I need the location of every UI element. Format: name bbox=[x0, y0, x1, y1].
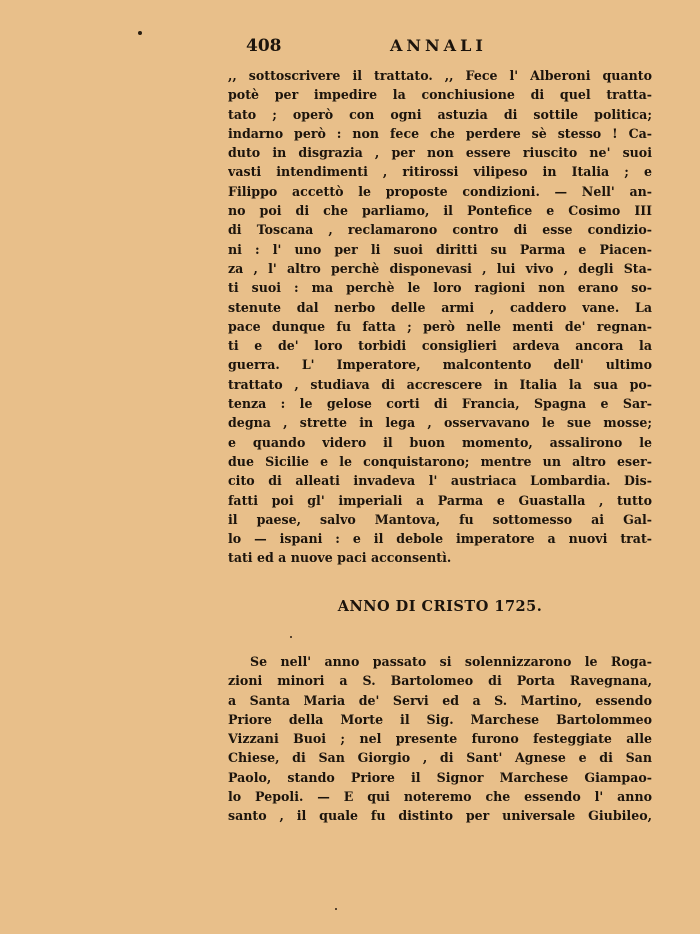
text-line: santo , il quale fu distinto per universale Giubileo, bbox=[228, 808, 652, 824]
text-line: fatti poi gl' imperiali a Parma e Guastalla , tutto bbox=[228, 492, 652, 508]
text-line: zioni minori a S. Bartolomeo di Porta Ravegnana, bbox=[228, 673, 652, 689]
page-number: 408 bbox=[246, 36, 282, 56]
text-line: ,, sottoscrivere il trattato. ,, Fece l' Alberoni quanto bbox=[228, 68, 652, 83]
text-line: ti suoi : ma perchè le loro ragioni non erano so- bbox=[228, 280, 652, 296]
text-line: Chiese, di San Giorgio , di Sant' Agnese e di San bbox=[228, 750, 652, 766]
ink-speck bbox=[290, 636, 292, 638]
text-line: Vizzani Buoi ; nel presente furono festeggiate alle bbox=[228, 731, 652, 747]
paragraph-continuation bbox=[228, 66, 652, 568]
text-line: Paolo, stando Priore il Signor Marchese Giampao- bbox=[228, 769, 652, 785]
text-line: guerra. L' Imperatore, malcontento dell' ultimo bbox=[228, 357, 652, 373]
text-line: ti e de' loro torbidi consiglieri ardeva ancora la bbox=[228, 338, 652, 354]
text-line: indarno però : non fece che perdere sè stesso ! Ca- bbox=[228, 125, 652, 141]
text-line: potè per impedire la conchiusione di quel tratta- bbox=[228, 87, 652, 103]
text-line: Filippo accettò le proposte condizioni. — Nell' an- bbox=[228, 183, 652, 199]
text-line: duto in disgrazia , per non essere riuscito ne' suoi bbox=[228, 145, 652, 161]
text-line: pace dunque fu fatta ; però nelle menti de' regnan- bbox=[228, 318, 652, 334]
running-title: ANNALI bbox=[390, 36, 487, 55]
paragraph-year-1725 bbox=[228, 652, 652, 826]
text-line: lo — ispani : e il debole imperatore a nuovi trat- bbox=[228, 531, 652, 547]
text-line: di Toscana , reclamarono contro di esse condizio- bbox=[228, 222, 652, 238]
text-line: no poi di che parliamo, il Pontefice e Cosimo III bbox=[228, 203, 652, 219]
text-line: degna , strette in lega , osservavano le sue mosse; bbox=[228, 415, 652, 431]
text-line: Se nell' anno passato si solennizzarono le Roga- bbox=[250, 654, 652, 669]
text-line: za , l' altro perchè disponevasi , lui vivo , degli Sta- bbox=[228, 260, 652, 276]
text-line: tenza : le gelose corti di Francia, Spagna e Sar- bbox=[228, 396, 652, 412]
text-line: e quando videro il buon momento, assalirono le bbox=[228, 434, 652, 450]
text-line: Priore della Morte il Sig. Marchese Bartolommeo bbox=[228, 711, 652, 727]
text-line: tati ed a nuove paci acconsentì. bbox=[228, 550, 452, 566]
text-line: ni : l' uno per li suoi diritti su Parma e Piacen- bbox=[228, 241, 652, 257]
text-line: tato ; operò con ogni astuzia di sottile politica; bbox=[228, 106, 652, 122]
text-line: cito di alleati invadeva l' austriaca Lombardia. Dis- bbox=[228, 473, 652, 489]
text-line: lo Pepoli. — E qui noteremo che essendo l' anno bbox=[228, 789, 652, 805]
text-line: stenute dal nerbo delle armi , caddero vane. La bbox=[228, 299, 652, 315]
text-line: a Santa Maria de' Servi ed a S. Martino, essendo bbox=[228, 692, 652, 708]
text-line: trattato , studiava di accrescere in Italia la sua po- bbox=[228, 376, 652, 392]
ink-speck bbox=[138, 31, 142, 35]
section-heading: ANNO DI CRISTO 1725. bbox=[337, 598, 543, 615]
text-line: due Sicilie e le conquistarono; mentre un altro eser- bbox=[228, 453, 652, 469]
text-line: vasti intendimenti , ritirossi vilipeso in Italia ; e bbox=[228, 164, 652, 180]
ink-speck bbox=[335, 908, 337, 910]
running-head bbox=[240, 36, 530, 58]
text-line: il paese, salvo Mantova, fu sottomesso ai Gal- bbox=[228, 511, 652, 527]
